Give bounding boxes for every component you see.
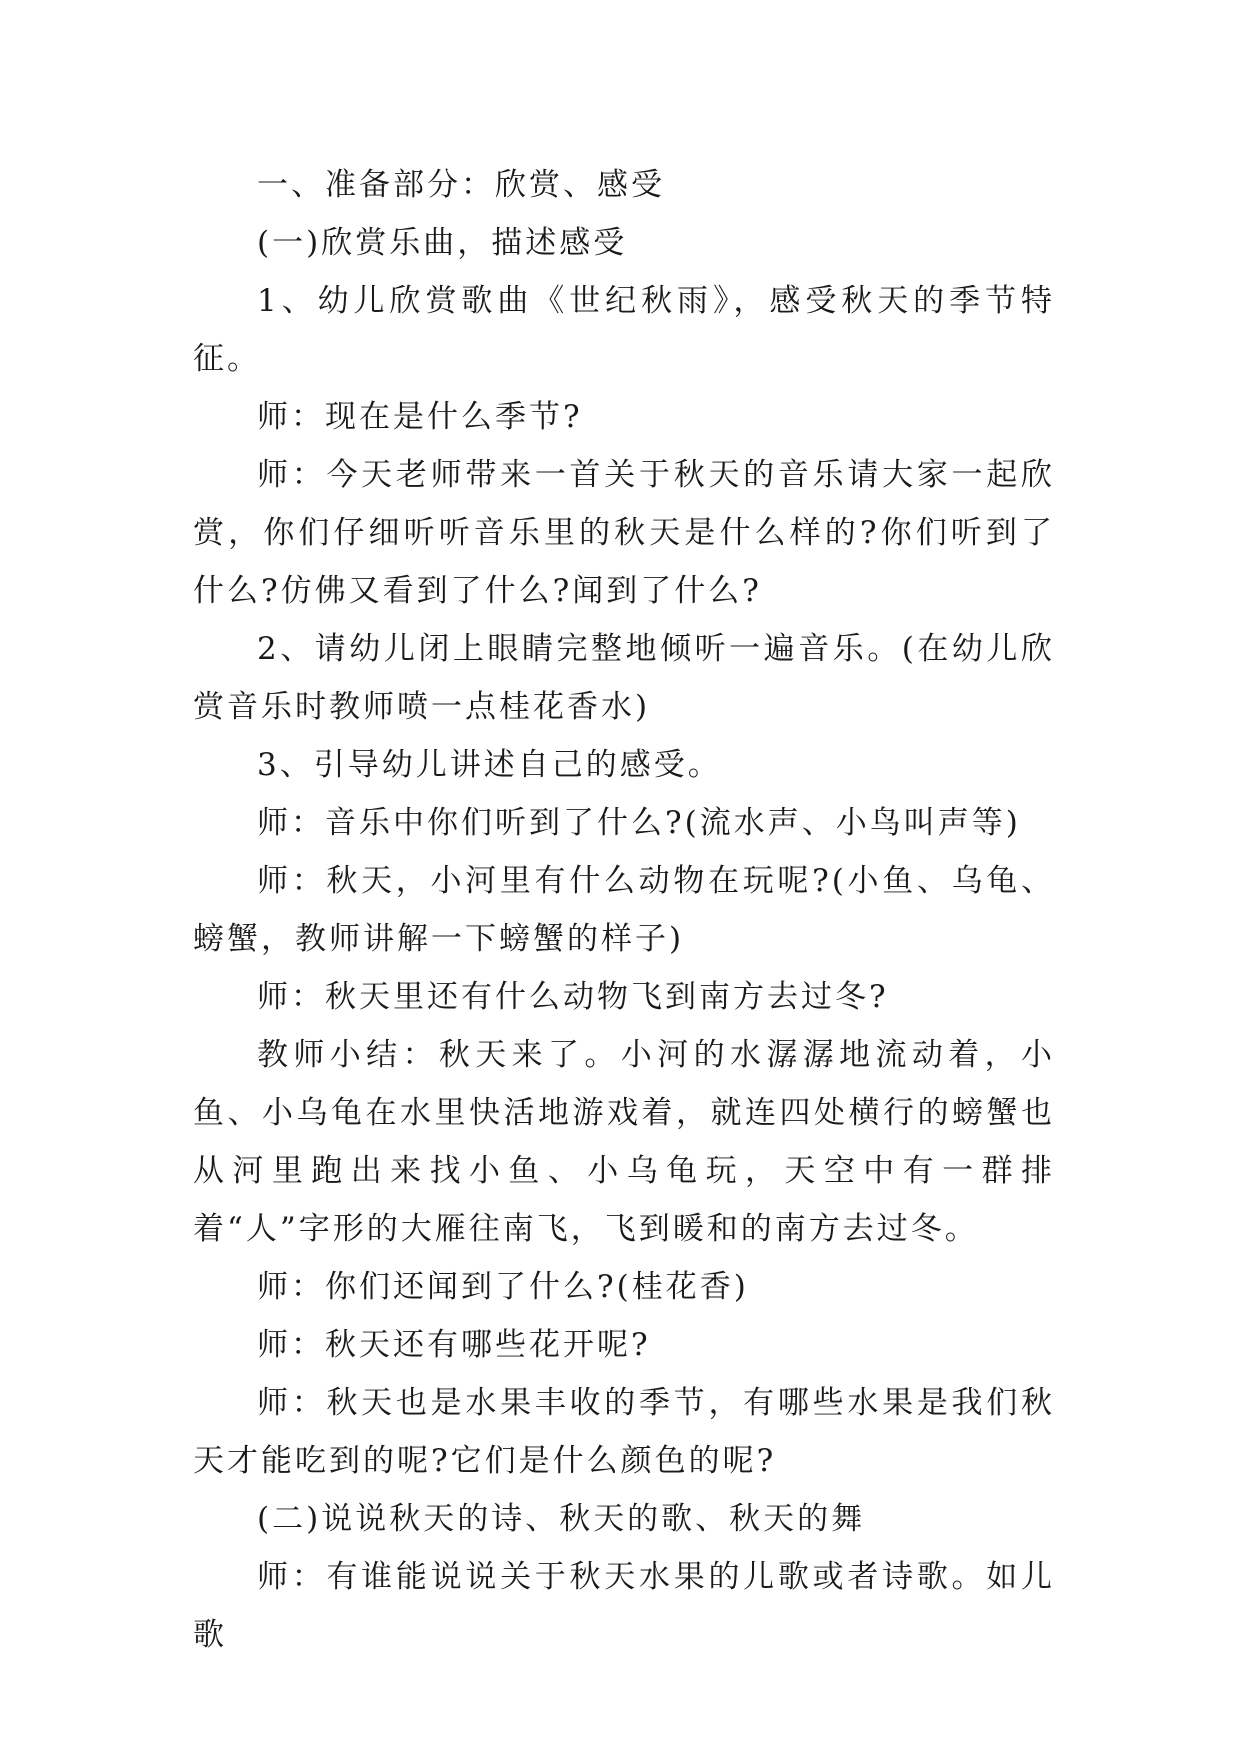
paragraph: 教师小结：秋天来了。小河的水潺潺地流动着，小鱼、小乌龟在水里快活地游戏着，就连四处横行的螃蟹也从河里跑出来找小鱼、小乌龟玩，天空中有一群排着“人”字形的大雁往南飞，飞到暖和的南方去过冬。 <box>193 1037 1055 1247</box>
paragraph: 师：今天老师带来一首关于秋天的音乐请大家一起欣赏，你们仔细听听音乐里的秋天是什么样的?你们听到了什么?仿佛又看到了什么?闻到了什么? <box>193 457 1055 609</box>
paragraph: 师：现在是什么季节? <box>257 399 583 435</box>
paragraph: 1、幼儿欣赏歌曲《世纪秋雨》，感受秋天的季节特征。 <box>193 283 1055 377</box>
paragraph: 师：秋天也是水果丰收的季节，有哪些水果是我们秋天才能吃到的呢?它们是什么颜色的呢? <box>193 1385 1055 1479</box>
paragraph: 师：秋天，小河里有什么动物在玩呢?(小鱼、乌龟、螃蟹，教师讲解一下螃蟹的样子) <box>193 863 1055 957</box>
paragraph: 3、引导幼儿讲述自己的感受。 <box>257 747 722 783</box>
paragraph: 师：你们还闻到了什么?(桂花香) <box>257 1269 749 1305</box>
section-heading: 一、准备部分：欣赏、感受 <box>257 167 665 203</box>
paragraph: 师：音乐中你们听到了什么?(流水声、小鸟叫声等) <box>257 805 1021 841</box>
paragraph: 师：秋天还有哪些花开呢? <box>257 1327 651 1363</box>
document-body <box>193 156 1055 1664</box>
paragraph: 师：有谁能说说关于秋天水果的儿歌或者诗歌。如儿歌 <box>193 1559 1055 1653</box>
subsection-heading: (一)欣赏乐曲，描述感受 <box>257 225 628 261</box>
paragraph: 2、请幼儿闭上眼睛完整地倾听一遍音乐。(在幼儿欣赏音乐时教师喷一点桂花香水) <box>193 631 1055 725</box>
subsection-heading: (二)说说秋天的诗、秋天的歌、秋天的舞 <box>257 1501 866 1537</box>
paragraph: 师：秋天里还有什么动物飞到南方去过冬? <box>257 979 889 1015</box>
